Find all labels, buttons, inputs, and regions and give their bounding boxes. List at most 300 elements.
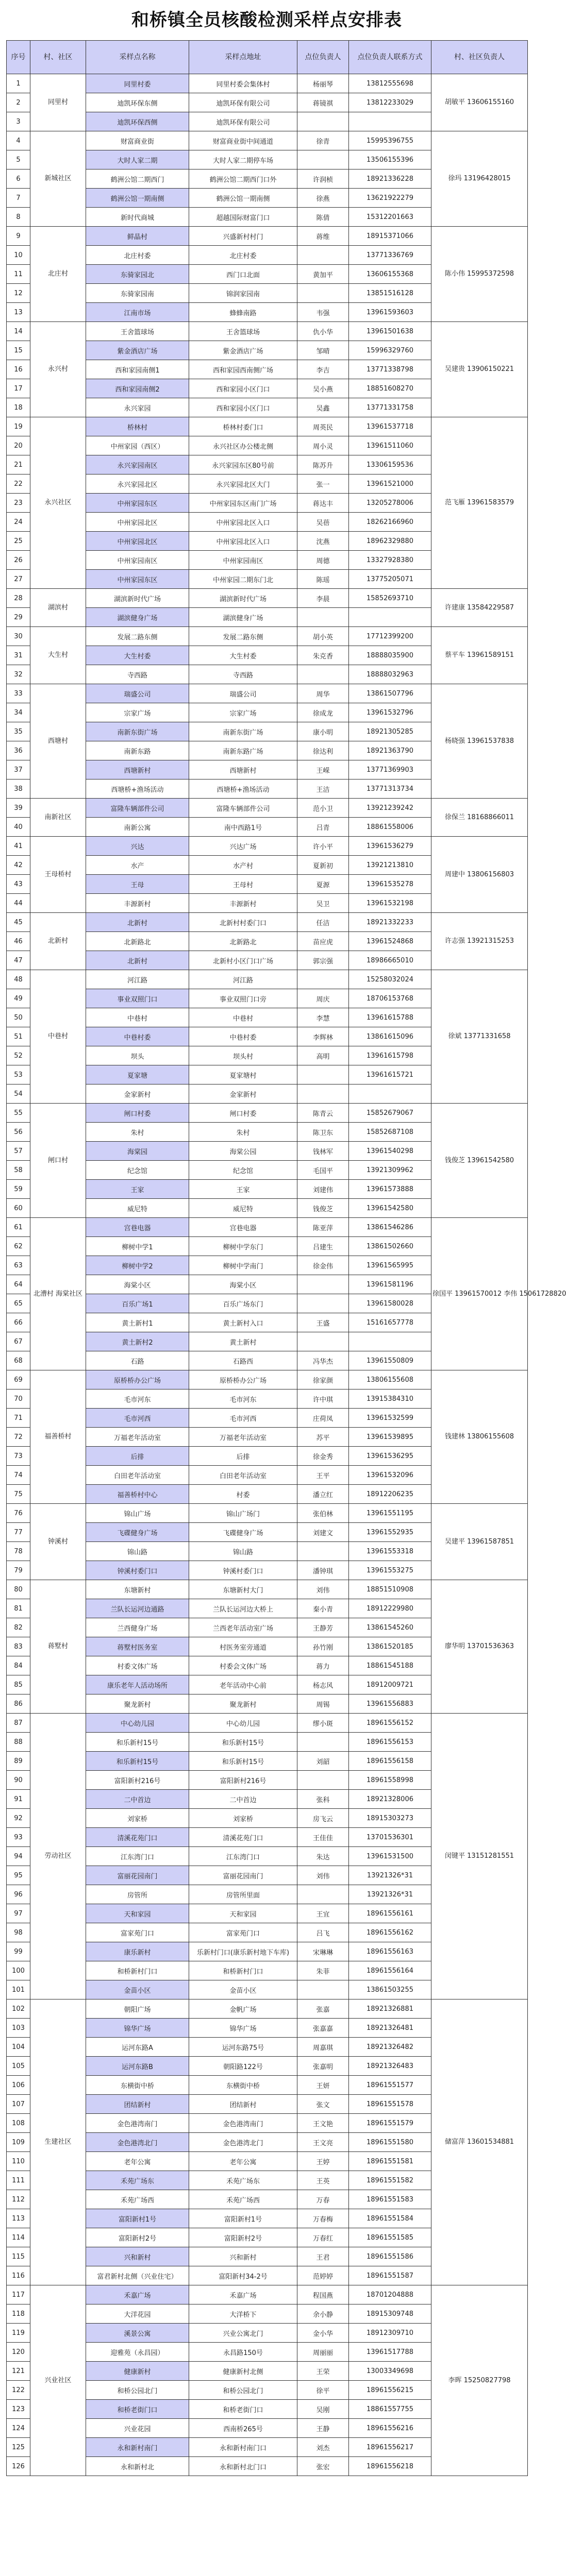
cell-point-address: 同里村委会集体村	[189, 74, 297, 93]
cell-point-address: 柳树中学东门	[189, 1237, 297, 1256]
cell-point-address: 金色港湾南门	[189, 2114, 297, 2133]
cell-village-contact: 徐保兰 18168866011	[431, 799, 528, 837]
cell-seq: 122	[7, 2381, 30, 2400]
cell-point-phone: 13771338798	[349, 360, 431, 379]
cell-point-phone	[349, 1332, 431, 1351]
cell-point-address: 团结新村	[189, 2095, 297, 2114]
cell-point-address: 万福老年活动室	[189, 1428, 297, 1447]
cell-point-person: 潘立红	[297, 1485, 349, 1504]
cell-point-address: 北新路北	[189, 932, 297, 951]
cell-point-name: 坝头	[86, 1046, 189, 1065]
cell-point-address: 纪念馆	[189, 1161, 297, 1180]
cell-seq: 4	[7, 131, 30, 150]
cell-point-phone: 13921326*31	[349, 1866, 431, 1885]
cell-point-person	[297, 1980, 349, 1999]
cell-seq: 26	[7, 551, 30, 570]
cell-point-phone: 15258032024	[349, 970, 431, 989]
cell-point-phone: 15995396755	[349, 131, 431, 150]
cell-seq: 111	[7, 2171, 30, 2190]
cell-point-phone: 18888032963	[349, 665, 431, 684]
cell-seq: 69	[7, 1370, 30, 1389]
cell-point-person: 徐燕	[297, 189, 349, 208]
cell-seq: 110	[7, 2152, 30, 2171]
cell-point-address: 迪凯环保有限公司	[189, 93, 297, 112]
cell-point-name: 永兴家园	[86, 398, 189, 417]
cell-seq: 17	[7, 379, 30, 398]
cell-point-name: 紫金酒店广场	[86, 341, 189, 360]
cell-point-name: 大时人家二期	[86, 150, 189, 170]
cell-point-person: 范小卫	[297, 799, 349, 818]
cell-point-name: 大生村委	[86, 646, 189, 665]
cell-point-name: 锦山路	[86, 1542, 189, 1561]
cell-point-person: 王文亮	[297, 2133, 349, 2152]
cell-point-name: 毛市河西	[86, 1409, 189, 1428]
cell-point-phone: 13961550809	[349, 1351, 431, 1370]
cell-point-address: 永和新村南门口	[189, 2438, 297, 2457]
cell-seq: 50	[7, 1008, 30, 1027]
cell-point-person: 吕青	[297, 818, 349, 837]
cell-seq: 12	[7, 284, 30, 303]
cell-point-address: 后排	[189, 1447, 297, 1466]
cell-point-name: 后排	[86, 1447, 189, 1466]
cell-point-name: 兰西健身广场	[86, 1618, 189, 1637]
cell-point-address: 大生村委	[189, 646, 297, 665]
cell-village-contact: 许志强 13921315253	[431, 913, 528, 970]
cell-seq: 54	[7, 1084, 30, 1104]
cell-point-address: 蜂蜂南路	[189, 303, 297, 322]
cell-point-name: 湖滨新时代广场	[86, 589, 189, 608]
cell-point-name: 兴达	[86, 837, 189, 856]
cell-point-name: 百乐广场1	[86, 1294, 189, 1313]
cell-point-name: 北新路北	[86, 932, 189, 951]
cell-point-name: 西和家园南侧2	[86, 379, 189, 398]
cell-point-phone: 18921328006	[349, 1790, 431, 1809]
cell-point-person	[297, 1065, 349, 1084]
cell-point-phone: 13961532599	[349, 1409, 431, 1428]
table-row	[7, 417, 528, 436]
cell-point-phone: 18262166960	[349, 513, 431, 532]
cell-seq: 47	[7, 951, 30, 970]
cell-point-phone: 13771331758	[349, 398, 431, 417]
cell-point-address: 禾苑广场东	[189, 2171, 297, 2190]
cell-point-name: 北新村	[86, 913, 189, 932]
cell-point-name: 锦山广场	[86, 1504, 189, 1523]
cell-point-person: 金小华	[297, 2324, 349, 2343]
cell-point-person: 余小静	[297, 2304, 349, 2324]
cell-point-address: 金家新村	[189, 1084, 297, 1104]
cell-point-phone	[349, 1084, 431, 1104]
cell-point-name: 金苗小区	[86, 1980, 189, 1999]
cell-point-address: 夏家塘村	[189, 1065, 297, 1084]
cell-point-address: 王家	[189, 1180, 297, 1199]
cell-point-phone: 13961573888	[349, 1180, 431, 1199]
cell-seq: 93	[7, 1828, 30, 1847]
cell-point-address: 大洋桥下	[189, 2304, 297, 2324]
cell-point-person: 刘杰	[297, 2438, 349, 2457]
cell-point-person: 徐成龙	[297, 703, 349, 722]
cell-village: 王母桥村	[30, 837, 86, 913]
cell-point-person: 张嘉	[297, 1999, 349, 2019]
cell-point-address: 富隆车辆部件公司	[189, 799, 297, 818]
cell-point-address: 刘家桥	[189, 1809, 297, 1828]
cell-point-name: 中州家园东区	[86, 494, 189, 513]
cell-point-phone: 17712399200	[349, 627, 431, 646]
cell-point-address: 宗家广场	[189, 703, 297, 722]
cell-seq: 88	[7, 1733, 30, 1752]
cell-point-address: 富丽花园南门	[189, 1866, 297, 1885]
cell-point-name: 闸口村委	[86, 1104, 189, 1123]
cell-point-name: 海棠小区	[86, 1275, 189, 1294]
cell-seq: 18	[7, 398, 30, 417]
cell-point-person	[297, 1733, 349, 1752]
cell-point-address: 金色港湾北门	[189, 2133, 297, 2152]
cell-seq: 40	[7, 818, 30, 837]
cell-point-address: 富阳新村34-2号	[189, 2266, 297, 2285]
cell-point-phone: 18961558998	[349, 1771, 431, 1790]
cell-point-name: 福善桥村中心	[86, 1485, 189, 1504]
cell-seq: 71	[7, 1409, 30, 1428]
cell-point-person: 周德	[297, 551, 349, 570]
cell-point-person: 王妍	[297, 2076, 349, 2095]
cell-point-name: 鲜晶村	[86, 227, 189, 246]
cell-point-person: 毛国平	[297, 1161, 349, 1180]
cell-seq: 120	[7, 2343, 30, 2362]
cell-seq: 89	[7, 1752, 30, 1771]
cell-village-contact: 钱建林 13806155608	[431, 1370, 528, 1504]
cell-point-phone: 13861545260	[349, 1618, 431, 1637]
cell-point-name: 溪景公寓	[86, 2324, 189, 2343]
cell-point-person: 王嵘	[297, 760, 349, 779]
cell-point-phone: 15161657778	[349, 1313, 431, 1332]
cell-point-phone: 13961553318	[349, 1542, 431, 1561]
cell-village: 永兴社区	[30, 417, 86, 589]
cell-seq: 42	[7, 856, 30, 875]
cell-point-name: 黄土新村2	[86, 1332, 189, 1351]
cell-point-name: 柳树中学2	[86, 1256, 189, 1275]
cell-point-address: 迪凯环保有限公司	[189, 112, 297, 131]
cell-point-phone: 18921326881	[349, 1999, 431, 2019]
cell-point-address: 原桥桥办公广场	[189, 1370, 297, 1389]
cell-point-person: 苏平	[297, 1428, 349, 1447]
cell-point-person	[297, 1332, 349, 1351]
cell-point-address: 和乐新村15号	[189, 1733, 297, 1752]
cell-point-person: 秦小青	[297, 1599, 349, 1618]
cell-seq: 118	[7, 2304, 30, 2324]
cell-seq: 45	[7, 913, 30, 932]
cell-point-phone: 18962329880	[349, 532, 431, 551]
cell-point-phone: 18921336228	[349, 170, 431, 189]
cell-village-contact: 徐玛 13196428015	[431, 131, 528, 227]
cell-point-person: 吕飞	[297, 1923, 349, 1942]
cell-point-person: 朱菲	[297, 1961, 349, 1980]
cell-point-phone: 13775205071	[349, 570, 431, 589]
cell-point-name: 富阳新村216号	[86, 1771, 189, 1790]
cell-point-address: 禾苑广场西	[189, 2190, 297, 2209]
cell-seq: 109	[7, 2133, 30, 2152]
cell-point-person: 邹晴	[297, 341, 349, 360]
cell-point-person: 吕建生	[297, 1237, 349, 1256]
cell-point-address: 坝头村	[189, 1046, 297, 1065]
cell-point-phone: 13806155608	[349, 1370, 431, 1389]
cell-point-phone: 18861545188	[349, 1656, 431, 1675]
cell-point-name: 石路	[86, 1351, 189, 1370]
cell-point-name: 江东湾门口	[86, 1847, 189, 1866]
cell-point-address: 聚龙新村	[189, 1694, 297, 1714]
header-point-name: 采样点名称	[86, 41, 189, 74]
cell-seq: 7	[7, 189, 30, 208]
cell-point-phone: 18961551584	[349, 2209, 431, 2228]
cell-point-phone: 13961551195	[349, 1504, 431, 1523]
cell-point-person	[297, 284, 349, 303]
cell-point-name: 健康新村	[86, 2362, 189, 2381]
cell-point-address: 兴业公寓北门	[189, 2324, 297, 2343]
cell-seq: 32	[7, 665, 30, 684]
cell-point-person: 苗应虎	[297, 932, 349, 951]
cell-point-name: 大洋花园	[86, 2304, 189, 2324]
cell-point-name: 蒋墅村医务室	[86, 1637, 189, 1656]
cell-point-person: 陈瑶	[297, 570, 349, 589]
cell-seq: 55	[7, 1104, 30, 1123]
cell-point-phone: 18961551587	[349, 2266, 431, 2285]
cell-point-person: 张宏	[297, 2457, 349, 2476]
cell-village: 蒋墅村	[30, 1580, 86, 1714]
cell-seq: 6	[7, 170, 30, 189]
cell-point-address: 和桥新村门口	[189, 1961, 297, 1980]
cell-point-name: 中州家园北区	[86, 513, 189, 532]
cell-point-phone: 13961511060	[349, 436, 431, 455]
cell-point-name: 天和家园	[86, 1904, 189, 1923]
cell-point-person: 缪小斑	[297, 1714, 349, 1733]
cell-seq: 116	[7, 2266, 30, 2285]
cell-point-phone: 18961551577	[349, 2076, 431, 2095]
cell-point-address: 南中西路1号	[189, 818, 297, 837]
cell-seq: 46	[7, 932, 30, 951]
cell-village-contact: 许建康 13584229587	[431, 589, 528, 627]
cell-point-address: 永兴社区办公楼北侧	[189, 436, 297, 455]
cell-seq: 33	[7, 684, 30, 703]
cell-point-phone: 18912309710	[349, 2324, 431, 2343]
cell-point-person: 夏新初	[297, 856, 349, 875]
cell-point-person: 周锡	[297, 1694, 349, 1714]
cell-point-address: 南新东街广场	[189, 722, 297, 741]
cell-point-phone: 18921326483	[349, 2057, 431, 2076]
cell-point-phone: 13961537718	[349, 417, 431, 436]
cell-point-name: 飞碟健身广场	[86, 1523, 189, 1542]
cell-point-address: 富阳新村2号	[189, 2228, 297, 2247]
cell-village-contact: 吴建贵 13906150221	[431, 322, 528, 417]
table-row	[7, 2285, 528, 2304]
cell-point-address: 兴和新村	[189, 2247, 297, 2266]
cell-point-address: 超越国际财富门口	[189, 208, 297, 227]
cell-point-phone: 13961536279	[349, 837, 431, 856]
cell-point-name: 刘家桥	[86, 1809, 189, 1828]
cell-point-person: 张文	[297, 2095, 349, 2114]
cell-point-name: 宗家广场	[86, 703, 189, 722]
cell-point-address: 老年活动中心前	[189, 1675, 297, 1694]
cell-point-address: 金苗小区	[189, 1980, 297, 1999]
cell-point-person: 蒋维	[297, 227, 349, 246]
cell-point-person: 蒋力	[297, 1656, 349, 1675]
cell-point-name: 团结新村	[86, 2095, 189, 2114]
cell-point-name: 聚龙新村	[86, 1694, 189, 1714]
cell-point-address: 黄土新村	[189, 1332, 297, 1351]
cell-seq: 76	[7, 1504, 30, 1523]
table-row	[7, 1370, 528, 1389]
cell-point-person: 李晨	[297, 589, 349, 608]
cell-point-phone: 18961556217	[349, 2438, 431, 2457]
table-row	[7, 799, 528, 818]
cell-point-person: 钱俊芝	[297, 1199, 349, 1218]
cell-point-phone: 13861503255	[349, 1980, 431, 1999]
cell-seq: 100	[7, 1961, 30, 1980]
cell-point-address: 西塘桥+渔场活动	[189, 779, 297, 799]
cell-point-person: 许中琪	[297, 1389, 349, 1409]
cell-seq: 11	[7, 265, 30, 284]
cell-seq: 63	[7, 1256, 30, 1275]
cell-seq: 56	[7, 1123, 30, 1142]
cell-point-person	[297, 1542, 349, 1561]
cell-point-address: 和乐新村15号	[189, 1752, 297, 1771]
cell-point-phone: 13621922279	[349, 189, 431, 208]
cell-point-person: 钱林军	[297, 1142, 349, 1161]
cell-point-address: 中州家园北区入口	[189, 513, 297, 532]
cell-point-phone: 13961532796	[349, 703, 431, 722]
cell-point-person: 吴卫	[297, 894, 349, 913]
table-header-row	[7, 41, 528, 74]
cell-point-name: 事业双照门口	[86, 989, 189, 1008]
cell-seq: 90	[7, 1771, 30, 1790]
cell-point-address: 锦山广场门	[189, 1504, 297, 1523]
cell-point-name: 富君新村北侧（兴业住宅）	[86, 2266, 189, 2285]
cell-village-contact: 储富萍 13601534881	[431, 1999, 528, 2285]
cell-point-address: 柳树中学南门	[189, 1256, 297, 1275]
cell-point-phone: 13961524868	[349, 932, 431, 951]
cell-point-name: 和乐新村15号	[86, 1752, 189, 1771]
cell-seq: 84	[7, 1656, 30, 1675]
cell-seq: 20	[7, 436, 30, 455]
cell-point-address: 中巷村委	[189, 1027, 297, 1046]
cell-point-person: 王婷	[297, 2152, 349, 2171]
cell-point-name: 南新公寓	[86, 818, 189, 837]
cell-point-person	[297, 970, 349, 989]
cell-point-person: 任洁	[297, 913, 349, 932]
cell-point-phone: 13961535278	[349, 875, 431, 894]
cell-point-name: 中州家园东区	[86, 570, 189, 589]
cell-point-phone: 13961531500	[349, 1847, 431, 1866]
cell-point-phone: 13961501638	[349, 322, 431, 341]
cell-point-phone: 18961556163	[349, 1942, 431, 1961]
cell-point-phone: 18961556164	[349, 1961, 431, 1980]
cell-point-name: 东骑家园北	[86, 265, 189, 284]
cell-point-name: 富阳新村2号	[86, 2228, 189, 2247]
cell-point-person: 周庆	[297, 989, 349, 1008]
cell-point-address: 西塘新村	[189, 760, 297, 779]
cell-point-phone: 13921326*31	[349, 1885, 431, 1904]
cell-point-phone: 18961556153	[349, 1733, 431, 1752]
cell-seq: 64	[7, 1275, 30, 1294]
cell-point-person: 朱克香	[297, 646, 349, 665]
cell-point-person: 周英民	[297, 417, 349, 436]
cell-point-name: 和桥新村门口	[86, 1961, 189, 1980]
cell-point-name: 黄土新村1	[86, 1313, 189, 1332]
cell-point-name: 富家苑门口	[86, 1923, 189, 1942]
cell-point-person: 王英	[297, 2171, 349, 2190]
cell-seq: 82	[7, 1618, 30, 1637]
table-row	[7, 1999, 528, 2019]
cell-point-name: 中州家园南区	[86, 551, 189, 570]
cell-seq: 104	[7, 2038, 30, 2057]
cell-seq: 121	[7, 2362, 30, 2381]
cell-point-name: 和桥公园北门	[86, 2381, 189, 2400]
cell-point-person: 周小灵	[297, 436, 349, 455]
cell-point-name: 富隆车辆部件公司	[86, 799, 189, 818]
cell-point-person: 万春	[297, 2190, 349, 2209]
cell-point-person	[297, 1771, 349, 1790]
cell-seq: 126	[7, 2457, 30, 2476]
cell-point-person: 杨志风	[297, 1675, 349, 1694]
cell-point-name: 永和新村南门	[86, 2438, 189, 2457]
cell-point-person: 万春梅	[297, 2209, 349, 2228]
cell-village-contact: 陈小伟 15995372598	[431, 227, 528, 322]
cell-point-person	[297, 150, 349, 170]
cell-point-name: 中巷村委	[86, 1027, 189, 1046]
table-body	[7, 74, 566, 2476]
cell-point-person: 刘建伟	[297, 1180, 349, 1199]
cell-point-person: 吴刚	[297, 2400, 349, 2419]
cell-point-name: 王母	[86, 875, 189, 894]
cell-point-person: 徐家颜	[297, 1370, 349, 1389]
cell-point-person: 程国燕	[297, 2285, 349, 2304]
cell-point-phone: 18961556218	[349, 2457, 431, 2476]
cell-point-phone: 13961580028	[349, 1294, 431, 1313]
cell-point-address: 中州家园二期东门北	[189, 570, 297, 589]
cell-seq: 85	[7, 1675, 30, 1694]
cell-point-person: 徐金秀	[297, 1447, 349, 1466]
cell-point-phone: 13961532096	[349, 1466, 431, 1485]
cell-point-name: 老年公寓	[86, 2152, 189, 2171]
cell-point-person: 冯华杰	[297, 1351, 349, 1370]
cell-seq: 9	[7, 227, 30, 246]
cell-point-name: 康乐老年人活动场所	[86, 1675, 189, 1694]
cell-point-address: 紫金酒店广场	[189, 341, 297, 360]
cell-seq: 73	[7, 1447, 30, 1466]
cell-seq: 62	[7, 1237, 30, 1256]
cell-point-phone: 13921213810	[349, 856, 431, 875]
cell-point-name: 瑞盛公司	[86, 684, 189, 703]
cell-point-person: 徐平	[297, 2381, 349, 2400]
cell-point-name: 西塘桥+渔场活动	[86, 779, 189, 799]
header-village: 村、社区	[30, 41, 86, 74]
cell-seq: 91	[7, 1790, 30, 1809]
cell-point-person: 王君	[297, 2247, 349, 2266]
cell-point-name: 兴和新村	[86, 2247, 189, 2266]
cell-point-phone: 13306159536	[349, 455, 431, 474]
cell-point-name: 锦华广场	[86, 2019, 189, 2038]
cell-point-person: 潘钟琪	[297, 1561, 349, 1580]
cell-point-name: 永兴家园北区	[86, 474, 189, 494]
cell-point-person: 王静	[297, 2419, 349, 2438]
cell-point-phone: 13915384310	[349, 1389, 431, 1409]
cell-village: 南新社区	[30, 799, 86, 837]
cell-point-name: 江南市场	[86, 303, 189, 322]
cell-point-name: 金色港湾北门	[86, 2133, 189, 2152]
cell-point-phone: 13961542580	[349, 1199, 431, 1218]
cell-point-phone: 13771369903	[349, 760, 431, 779]
cell-point-name: 中心幼儿园	[86, 1714, 189, 1733]
cell-point-person	[297, 1294, 349, 1313]
cell-point-phone: 13861507796	[349, 684, 431, 703]
cell-point-phone: 13961552935	[349, 1523, 431, 1542]
